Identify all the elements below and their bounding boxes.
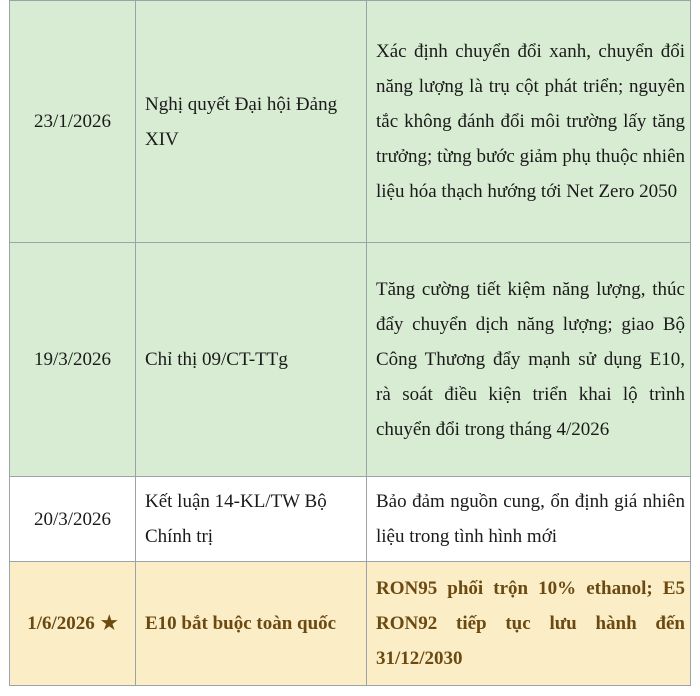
document-cell: Kết luận 14-KL/TW Bộ Chính trị bbox=[136, 477, 367, 562]
date-cell: 20/3/2026 bbox=[10, 477, 136, 562]
content-cell: RON95 phối trộn 10% ethanol; E5 RON92 tiếp tục lưu hành đến 31/12/2030 bbox=[367, 562, 691, 686]
table-row bbox=[10, 1, 691, 243]
document-cell: E10 bắt buộc toàn quốc bbox=[136, 562, 367, 686]
policy-timeline-table bbox=[9, 0, 691, 686]
star-icon: ★ bbox=[100, 613, 118, 634]
document-cell: Nghị quyết Đại hội Đảng XIV bbox=[136, 1, 367, 243]
table-row bbox=[10, 243, 691, 477]
date-cell: 23/1/2026 bbox=[10, 1, 136, 243]
content-cell: Tăng cường tiết kiệm năng lượng, thúc đẩy chuyển dịch năng lượng; giao Bộ Công Thương đẩy mạnh sử dụng E10, rà soát điều kiện triển khai lộ trình chuyển đổi trong tháng 4/2026 bbox=[367, 243, 691, 477]
highlighted-table-row bbox=[10, 562, 691, 686]
date-text: 1/6/2026 bbox=[27, 613, 95, 634]
date-cell bbox=[10, 562, 136, 686]
date-cell: 19/3/2026 bbox=[10, 243, 136, 477]
content-cell: Bảo đảm nguồn cung, ổn định giá nhiên liệu trong tình hình mới bbox=[367, 477, 691, 562]
document-cell: Chỉ thị 09/CT-TTg bbox=[136, 243, 367, 477]
table-row bbox=[10, 477, 691, 562]
content-cell: Xác định chuyển đổi xanh, chuyển đổi năng lượng là trụ cột phát triển; nguyên tắc không đánh đổi môi trường lấy tăng trưởng; từng bước giảm phụ thuộc nhiên liệu hóa thạch hướng tới Net Zero 2050 bbox=[367, 1, 691, 243]
